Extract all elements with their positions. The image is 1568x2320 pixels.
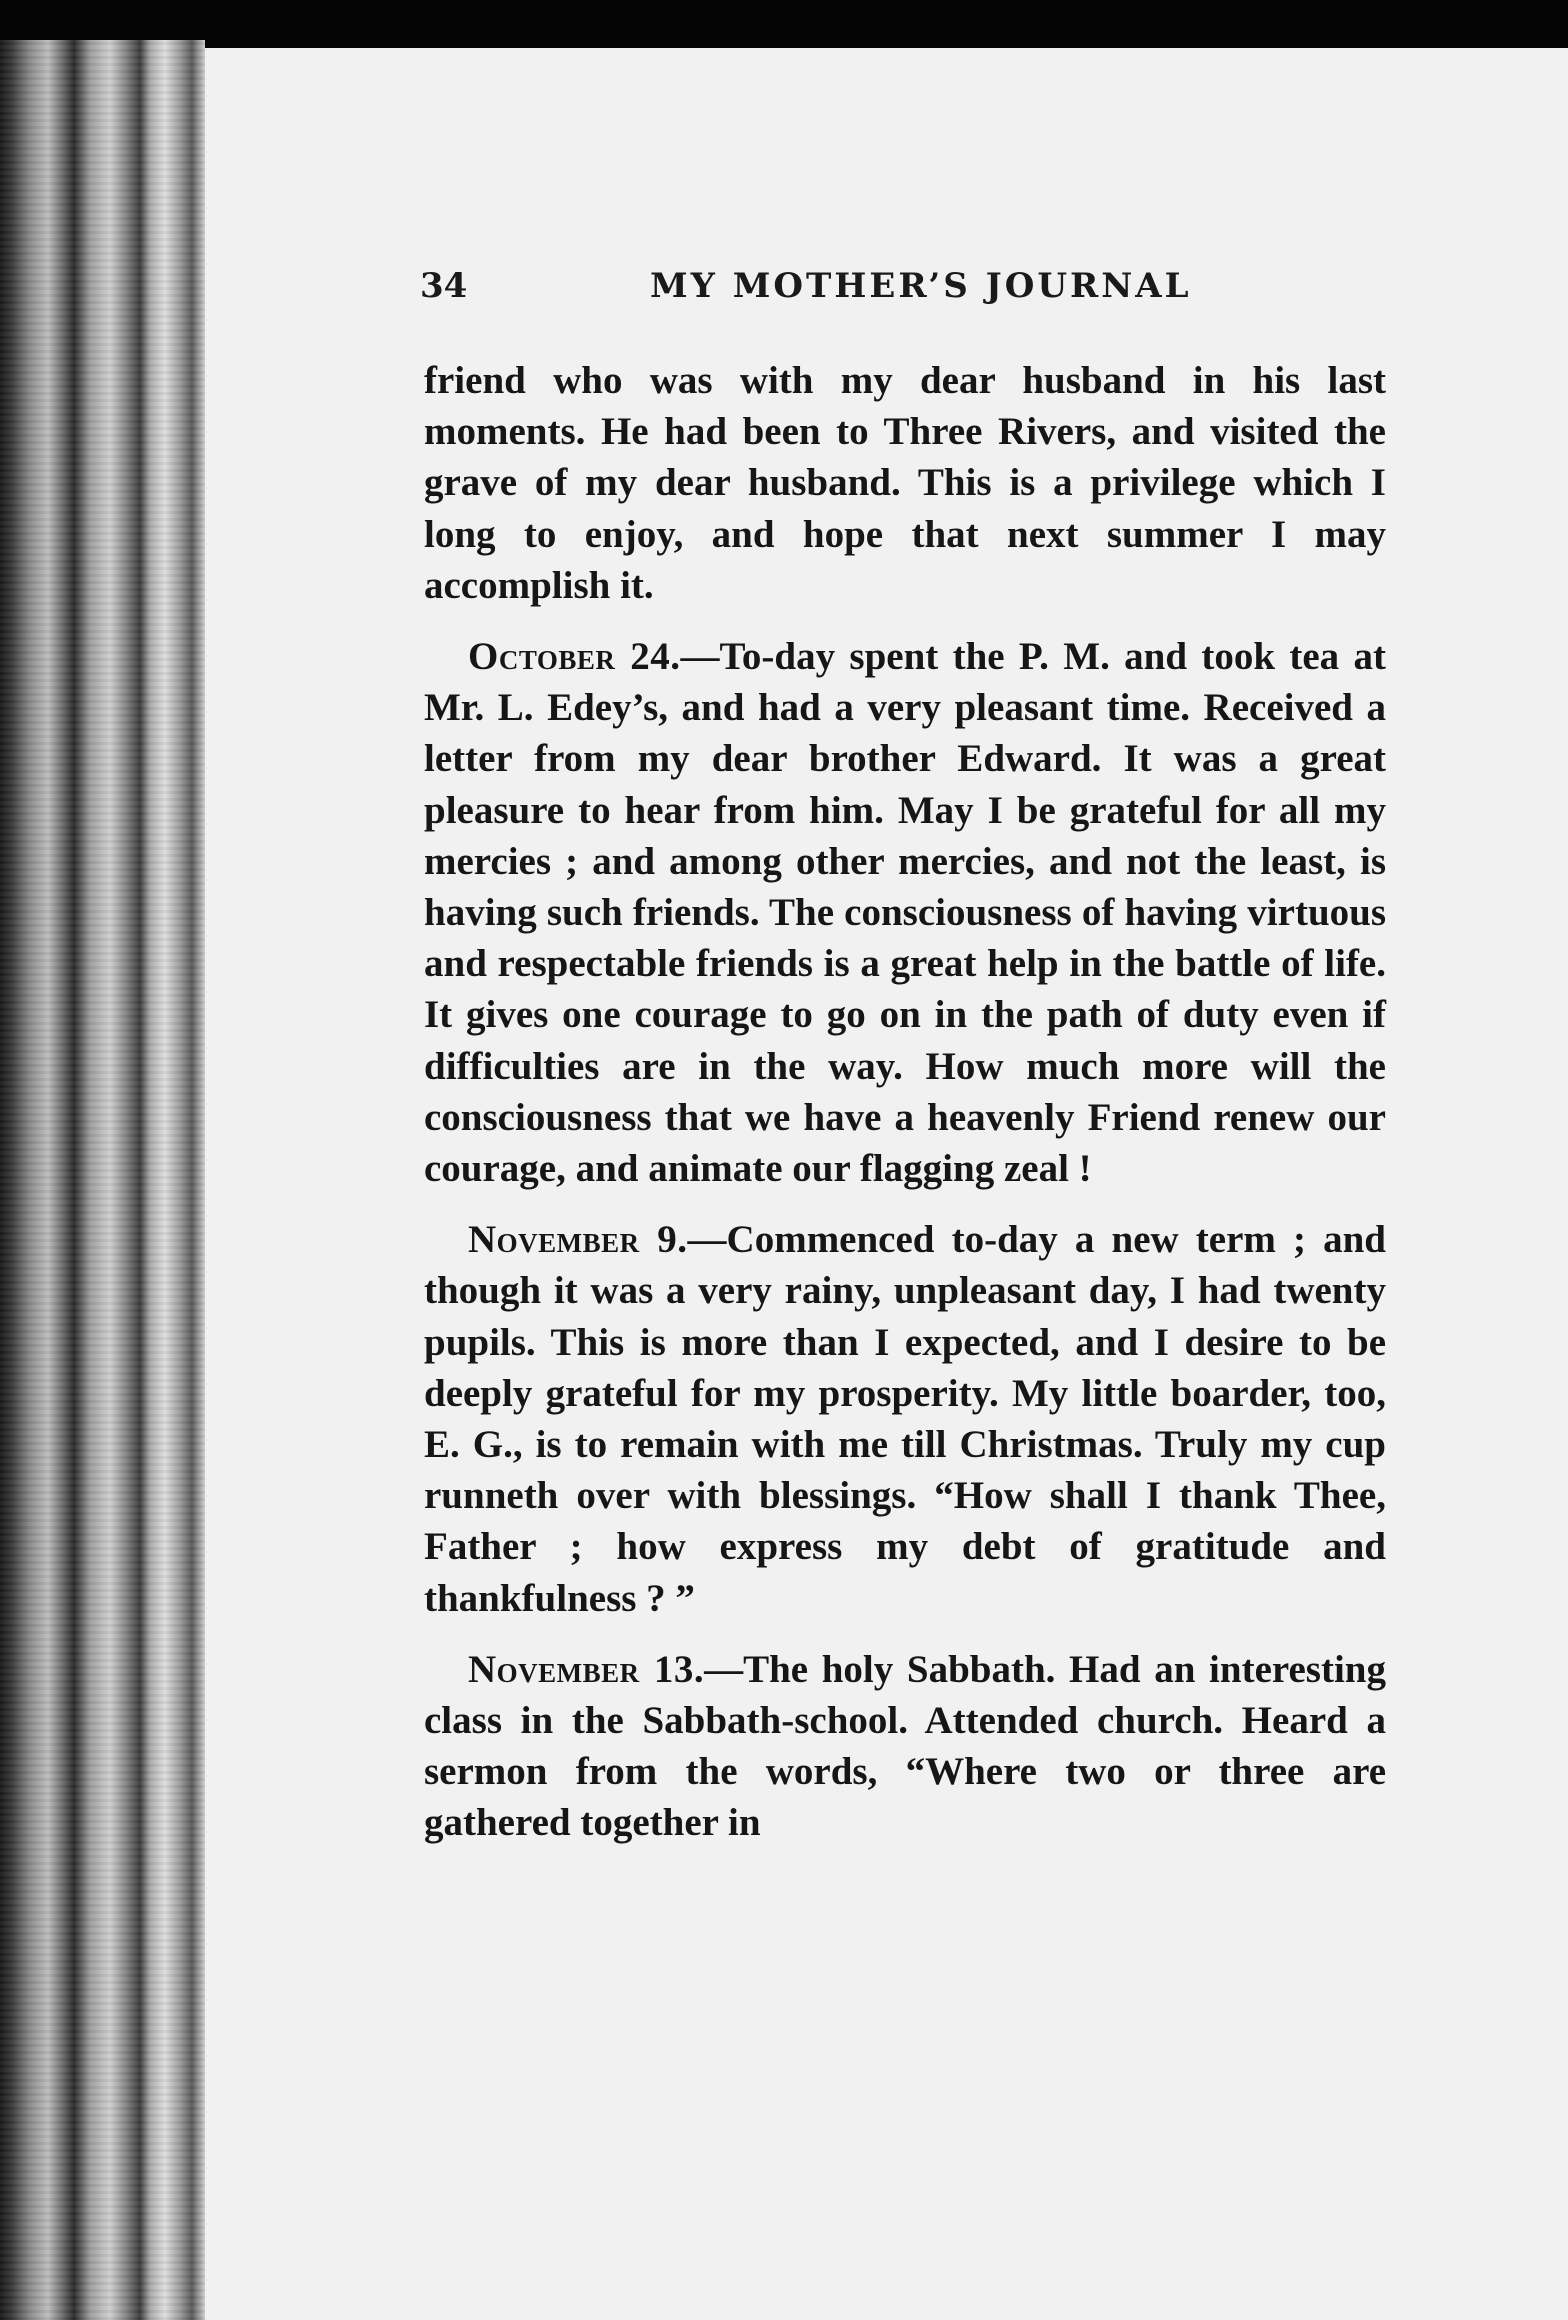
- journal-entry: [424, 1644, 1386, 1849]
- entry-text: —Commenced to-day a new term ; and though it was a very rainy, unpleasant day, I had twenty pupils. This is more than I expected, and I desire to be deeply grateful for my prosperity. My little boarder, too, E. G., is to remain with me till Christmas. Truly my cup runneth over with blessings. “How shall I thank Thee, Father ; how express my debt of gratitude and thankfulness ? ”: [424, 1218, 1386, 1620]
- paragraph-text: friend who was with my dear husband in his last moments. He had been to Three Rivers, and visited the grave of my dear husband. This is a privilege which I long to enjoy, and hope that next summer I may accomplish it.: [424, 359, 1386, 607]
- journal-entry: [424, 631, 1386, 1194]
- journal-entry: [424, 1214, 1386, 1624]
- page-number: 34: [420, 266, 468, 306]
- entry-date: October 24.: [468, 635, 681, 679]
- entry-text: —The holy Sabbath. Had an interesting class in the Sabbath-school. Attended church. Heard a sermon from the words, “Where two or three are gathered together in: [424, 1647, 1386, 1845]
- paragraph-continuation: [424, 355, 1386, 611]
- scan-top-border: [0, 0, 1568, 48]
- running-head: MY MOTHER’S JOURNAL: [650, 266, 1192, 306]
- entry-date: November 13.: [468, 1647, 705, 1691]
- journal-body: [424, 355, 1386, 1849]
- book-binding-edge: [0, 40, 205, 2320]
- entry-text: —To-day spent the P. M. and took tea at Mr. L. Edey’s, and had a very pleasant time. Received a letter from my dear brother Edward. It was a great pleasure to hear from him. May I be grateful for all my mercies ; and among other mercies, and not the least, is having such friends. The consciousness of having virtuous and respectable friends is a great help in the battle of life. It gives one courage to go on in the path of duty even if difficulties are in the way. How much more will the consciousness that we have a heavenly Friend renew our courage, and animate our flagging zeal !: [424, 635, 1386, 1191]
- entry-date: November 9.: [468, 1218, 688, 1262]
- page-header: [420, 266, 1390, 310]
